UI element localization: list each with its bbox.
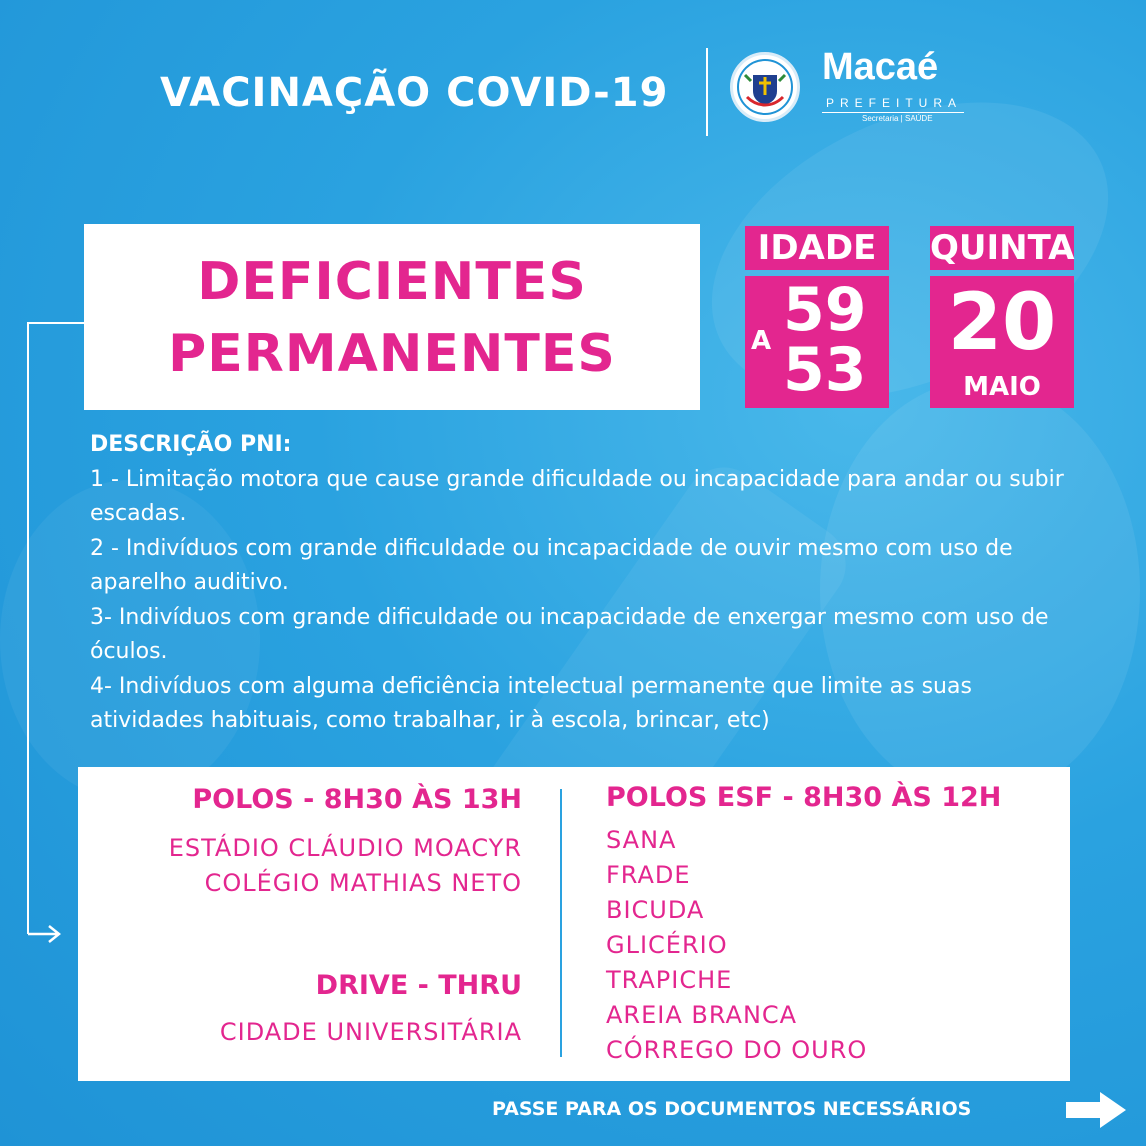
location-item: BICUDA [606,896,705,924]
age-to: 53 [783,335,867,405]
column-divider [560,789,562,1057]
description [90,428,1080,739]
description-item: 2 - Indivíduos com grande dificuldade ou incapacidade de ouvir mesmo com uso de aparelho auditivo. [90,535,1013,595]
description-title: DESCRIÇÃO PNI: [90,432,292,457]
age-from: 59 [783,275,867,345]
date-badge [930,276,1074,408]
header-divider [706,48,708,136]
arrow-right-icon[interactable] [1066,1090,1128,1130]
drive-thru-location: CIDADE UNIVERSITÁRIA [219,1018,522,1046]
location-item: CÓRREGO DO OURO [606,1036,868,1064]
polos-esf-heading: POLOS ESF - 8H30 ÀS 12H [606,782,1002,813]
description-item: 4- Indivíduos com alguma deficiência intelectual permanente que limite as suas atividades habituais, como trabalhar, ir à escola, brincar, etc) [90,673,972,733]
city-seal-icon [730,52,800,122]
locations-right-column [606,779,1046,1068]
next-page-hint: PASSE PARA OS DOCUMENTOS NECESSÁRIOS [492,1098,972,1120]
date-month: MAIO [963,372,1041,402]
logo-subtitle: PREFEITURA [826,96,963,110]
group-title-box [84,224,700,410]
locations-box [78,767,1070,1081]
location-item: AREIA BRANCA [606,1001,798,1029]
age-badge-label: IDADE [745,226,889,270]
group-title-line-2: PERMANENTES [168,324,616,384]
date-badge-label: QUINTA [930,228,1075,268]
date-day: 20 [947,278,1057,368]
location-item: FRADE [606,861,691,889]
drive-thru-heading: DRIVE - THRU [315,970,522,1001]
arrow-right-icon [27,922,63,946]
polos-heading: POLOS - 8H30 ÀS 13H [192,784,522,815]
age-connector: A [751,326,772,356]
location-item: TRAPICHE [606,966,733,994]
bracket-line [27,322,85,324]
header-title: VACINAÇÃO COVID-19 [160,70,669,116]
locations-left-column [98,781,522,1050]
logo-name: Macaé [822,46,939,88]
location-item: SANA [606,826,677,854]
logo-underline [822,112,964,113]
age-badge [745,276,889,408]
location-item: COLÉGIO MATHIAS NETO [204,869,522,897]
location-item: ESTÁDIO CLÁUDIO MOACYR [168,834,522,862]
location-item: GLICÉRIO [606,931,728,959]
description-item: 3- Indivíduos com grande dificuldade ou incapacidade de enxergar mesmo com uso de óculos. [90,604,1049,664]
group-title-line-1: DEFICIENTES [197,252,587,312]
logo-department: Secretaria | SAÚDE [862,114,933,123]
bracket-line [27,322,29,934]
description-item: 1 - Limitação motora que cause grande dificuldade ou incapacidade para andar ou subir escadas. [90,466,1064,526]
